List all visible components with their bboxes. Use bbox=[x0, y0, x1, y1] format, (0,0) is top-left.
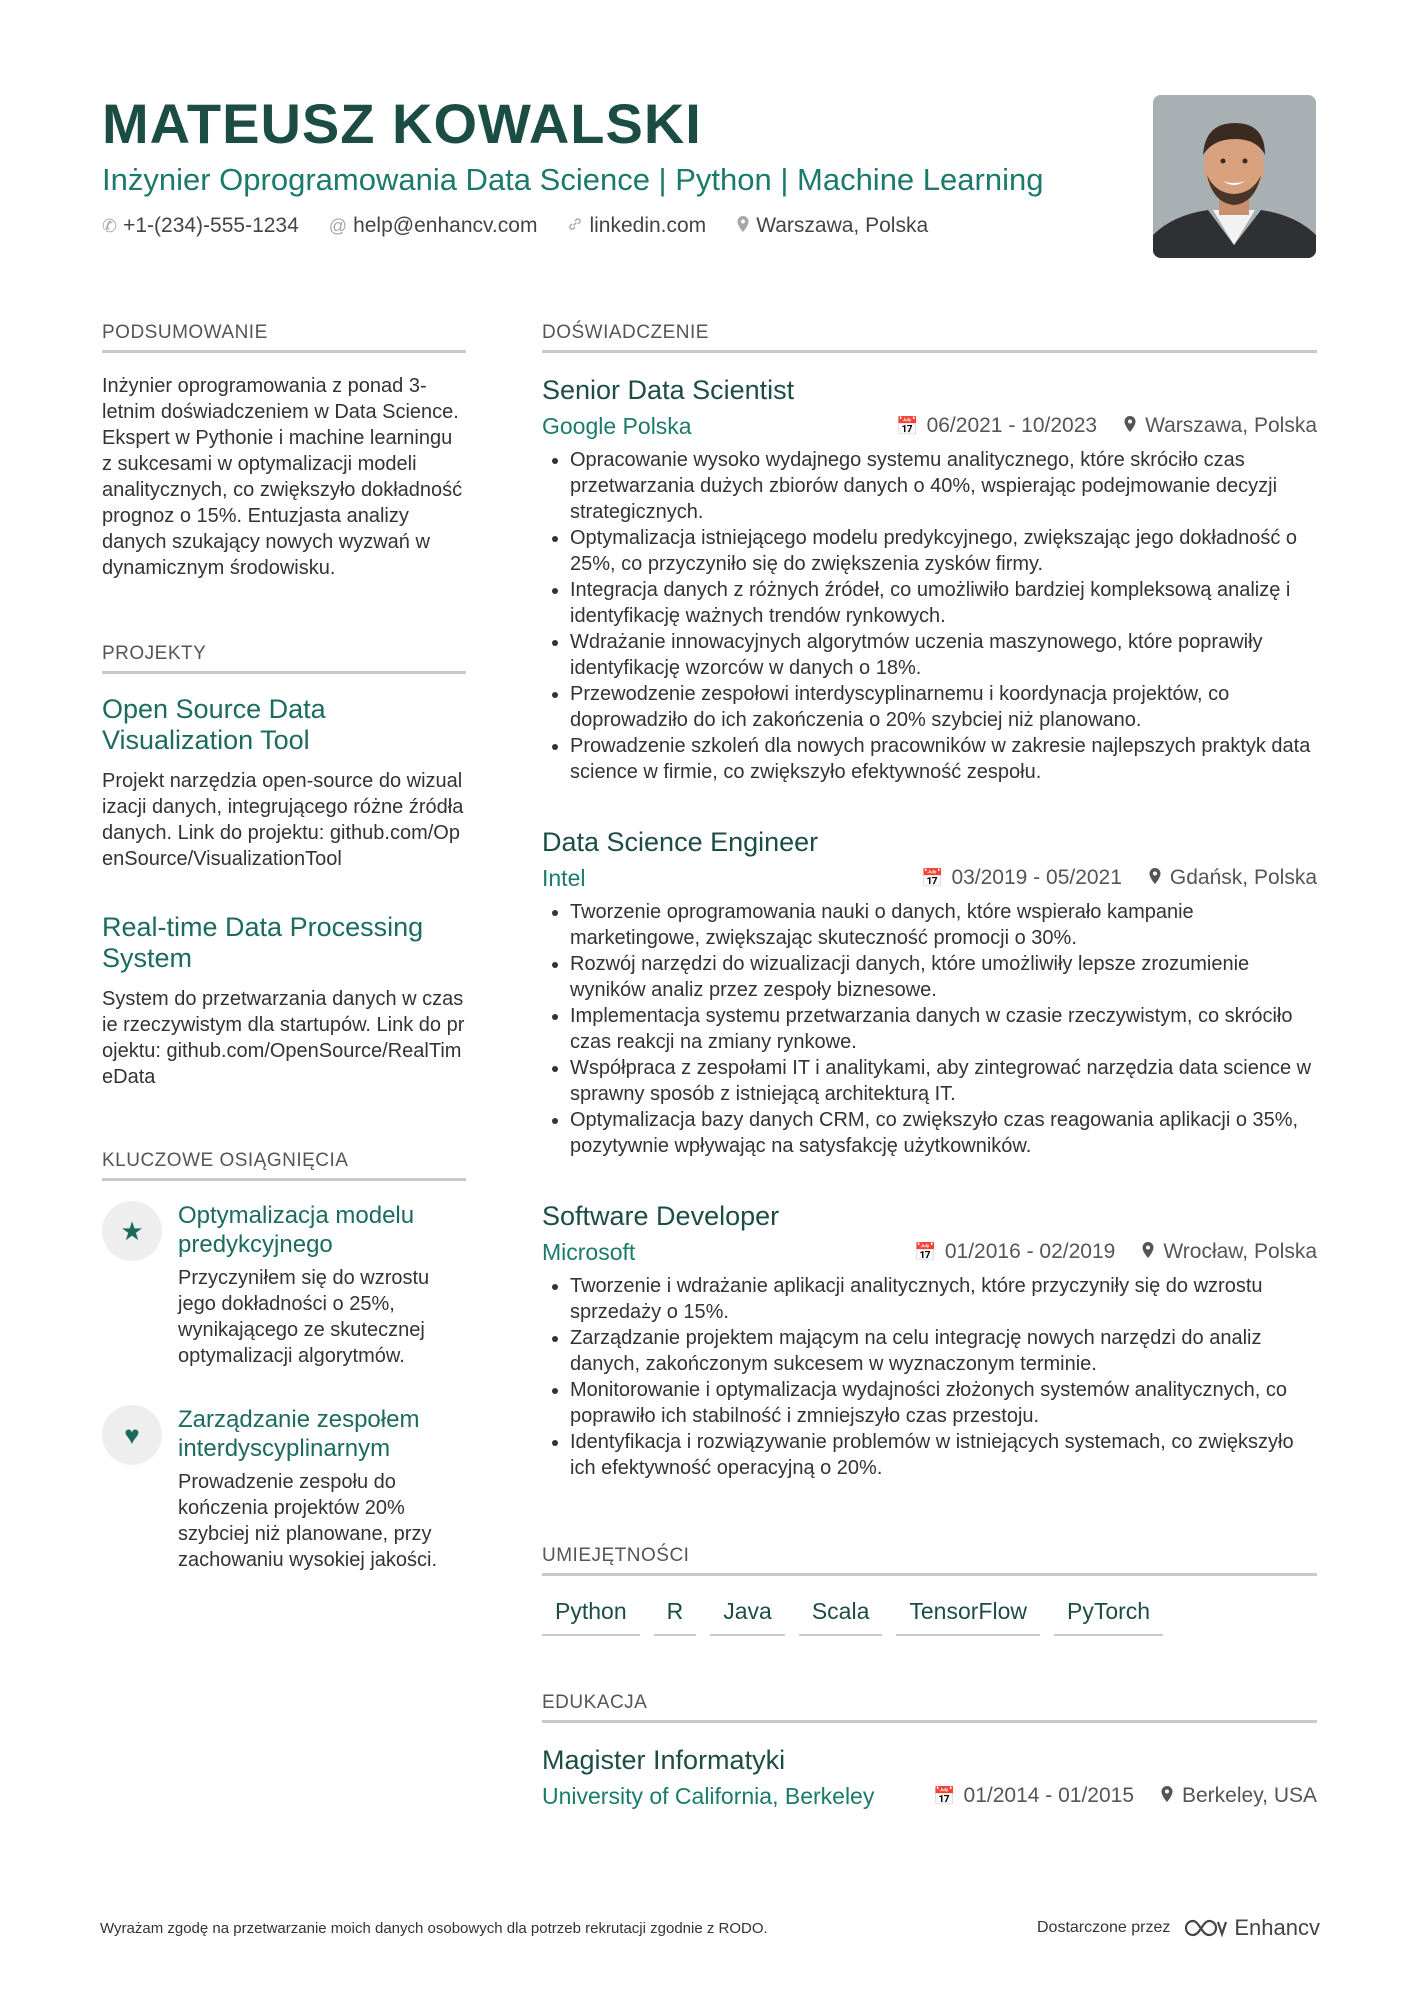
location-pin-icon bbox=[1148, 867, 1162, 890]
link-icon bbox=[567, 216, 583, 237]
calendar-icon: 📅 bbox=[933, 1785, 956, 1806]
job-meta bbox=[542, 863, 1317, 893]
job-bullet: • Opracowanie wysoko wydajnego systemu analitycznego, które skróciło czas przetwarzania dużych zbiorów danych o 40%, wspierając podejmowanie decyzji strategicznych. bbox=[570, 447, 1317, 525]
phone-icon: ✆ bbox=[102, 215, 118, 236]
job-item bbox=[542, 825, 1317, 1159]
phone-text: +1-(234)-555-1234 bbox=[123, 214, 299, 237]
skill-tag: Python bbox=[542, 1596, 640, 1636]
job-dates: 03/2019 - 05/2021 bbox=[951, 866, 1122, 889]
provided-by-label: Dostarczone przez bbox=[1036, 1919, 1171, 1936]
company-name: Intel bbox=[542, 865, 586, 891]
project-item bbox=[102, 694, 466, 872]
contact-linkedin[interactable] bbox=[567, 214, 706, 238]
achievement-desc: Prowadzenie zespołu do kończenia projektów 20% szybciej niż planowane, przy zachowaniu wysokiej jakości. bbox=[178, 1471, 438, 1571]
location-pin-icon bbox=[1160, 1785, 1174, 1808]
job-bullet: • Optymalizacja istniejącego modelu predykcyjnego, zwiększając jego dokładność o 25%, co przyczyniło się do zwiększenia zysków firmy. bbox=[570, 525, 1317, 577]
achievement-desc: Przyczyniłem się do wzrostu jego dokładności o 25%, wynikającego ze skutecznej optymalizacji algorytmów. bbox=[178, 1267, 430, 1367]
calendar-icon: 📅 bbox=[921, 867, 944, 888]
provided-by bbox=[1037, 1915, 1320, 1941]
job-bullet: • Zarządzanie projektem mającym na celu integrację nowych narzędzi do analiz danych, zakończonym sukcesem w wyznaczonym terminie. bbox=[570, 1325, 1317, 1377]
linkedin-text[interactable]: linkedin.com bbox=[589, 214, 707, 237]
skill-tag: Scala bbox=[799, 1596, 883, 1636]
education-location: Berkeley, USA bbox=[1182, 1784, 1317, 1807]
skill-tag: R bbox=[654, 1596, 697, 1636]
education-meta bbox=[542, 1781, 1317, 1811]
enhancv-logo-icon bbox=[1182, 1916, 1228, 1940]
job-bullet: • Przewodzenie zespołowi interdyscyplinarnemu i koordynacja projektów, co doprowadziło do ich zakończenia o 20% szybciej niż planowano. bbox=[570, 681, 1317, 733]
skill-tag: Java bbox=[710, 1596, 785, 1636]
job-bullet: • Monitorowanie i optymalizacja wydajności złożonych systemów analitycznych, co poprawiło ich stabilność i zmniejszyło czas przestoju. bbox=[570, 1377, 1317, 1429]
job-bullet: • Prowadzenie szkoleń dla nowych pracowników w zakresie najlepszych praktyk data science w firmie, co zwiększyło efektywność zespołu. bbox=[570, 733, 1317, 785]
job-title: Data Science Engineer bbox=[542, 827, 819, 857]
skill-tag: TensorFlow bbox=[896, 1596, 1040, 1636]
achievement-item bbox=[102, 1201, 466, 1369]
heart-icon: ♥ bbox=[102, 1405, 162, 1465]
education-dates: 01/2014 - 01/2015 bbox=[963, 1784, 1134, 1807]
header bbox=[102, 92, 1122, 238]
email-text[interactable]: help@enhancv.com bbox=[353, 214, 538, 237]
job-bullet: • Rozwój narzędzi do wizualizacji danych, które umożliwiły lepsze zrozumienie wyników analiz przez zespoły biznesowe. bbox=[570, 951, 1317, 1003]
job-location: Warszawa, Polska bbox=[1145, 414, 1317, 437]
job-bullet: • Tworzenie i wdrażanie aplikacji analitycznych, które przyczyniły się do wzrostu sprzedaży o 15%. bbox=[570, 1273, 1317, 1325]
project-desc: System do przetwarzania danych w czasie rzeczywistym dla startupów. Link do projektu: github.com/OpenSource/RealTimeData bbox=[102, 988, 465, 1088]
experience-heading: DOŚWIADCZENIE bbox=[542, 320, 1317, 353]
skills-list bbox=[542, 1596, 1317, 1636]
education-heading: EDUKACJA bbox=[542, 1690, 1317, 1723]
contact-email[interactable] bbox=[329, 214, 538, 238]
enhancv-logo[interactable] bbox=[1182, 1915, 1320, 1941]
gdpr-consent: Wyrażam zgodę na przetwarzanie moich danych osobowych dla potrzeb rekrutacji zgodnie z RODO. bbox=[100, 1919, 768, 1937]
job-dates: 01/2016 - 02/2019 bbox=[944, 1240, 1116, 1263]
contact-location bbox=[736, 214, 928, 238]
candidate-name: MATEUSZ KOWALSKI bbox=[102, 92, 702, 155]
star-icon: ★ bbox=[102, 1201, 162, 1261]
job-bullet: • Integracja danych z różnych źródeł, co umożliwiło bardziej kompleksową analizę i identyfikację ważnych trendów rynkowych. bbox=[570, 577, 1317, 629]
job-meta-right bbox=[921, 866, 1317, 890]
achievement-item bbox=[102, 1405, 466, 1573]
right-column bbox=[542, 320, 1317, 1811]
at-icon: @ bbox=[328, 215, 348, 236]
footer bbox=[100, 1915, 1320, 1941]
calendar-icon: 📅 bbox=[914, 1241, 937, 1262]
job-bullet: • Tworzenie oprogramowania nauki o danych, które wspierało kampanie marketingowe, zwiększając skuteczność promocji o 30%. bbox=[570, 899, 1317, 951]
job-title: Senior Data Scientist bbox=[542, 375, 795, 405]
job-bullet: • Współpraca z zespołami IT i analitykami, aby zintegrować narzędzia data science w sprawny sposób z istniejącą architekturą IT. bbox=[570, 1055, 1317, 1107]
project-name: Real-time Data Processing System bbox=[102, 912, 424, 973]
job-bullets bbox=[542, 899, 1317, 1159]
project-name: Open Source Data Visualization Tool bbox=[102, 694, 326, 755]
job-meta bbox=[542, 1237, 1317, 1267]
job-item bbox=[542, 373, 1317, 785]
projects-heading: PROJEKTY bbox=[102, 641, 466, 674]
job-meta-right bbox=[914, 1240, 1317, 1264]
job-title: Software Developer bbox=[542, 1201, 780, 1231]
project-item bbox=[102, 912, 466, 1090]
summary-heading: PODSUMOWANIE bbox=[102, 320, 466, 353]
job-location: Gdańsk, Polska bbox=[1169, 866, 1317, 889]
skills-heading: UMIEJĘTNOŚCI bbox=[542, 1543, 1317, 1576]
achievements-heading: KLUCZOWE OSIĄGNIĘCIA bbox=[102, 1148, 466, 1181]
brand-name: Enhancv bbox=[1234, 1915, 1320, 1940]
education-item bbox=[542, 1743, 1317, 1811]
job-meta bbox=[542, 411, 1317, 441]
education-meta-right bbox=[933, 1784, 1317, 1808]
job-meta-right bbox=[896, 414, 1317, 438]
contact-phone bbox=[102, 214, 299, 238]
candidate-title: Inżynier Oprogramowania Data Science | Python | Machine Learning bbox=[102, 162, 1044, 197]
achievement-title: Zarządzanie zespołem interdyscyplinarnym bbox=[178, 1406, 420, 1462]
contact-row bbox=[102, 214, 1122, 238]
job-bullet: • Implementacja systemu przetwarzania danych w czasie rzeczywistym, co skróciło czas reakcji na zmiany rynkowe. bbox=[570, 1003, 1317, 1055]
job-bullets bbox=[542, 1273, 1317, 1481]
job-bullet: • Wdrażanie innowacyjnych algorytmów uczenia maszynowego, które poprawiły identyfikację wzorców w danych o 18%. bbox=[570, 629, 1317, 681]
job-location: Wrocław, Polska bbox=[1163, 1240, 1317, 1263]
degree-name: Magister Informatyki bbox=[542, 1745, 786, 1775]
project-desc: Projekt narzędzia open-source do wizualizacji danych, integrującego różne źródła danych. Link do projektu: github.com/OpenSource/VisualizationTool bbox=[102, 770, 464, 870]
job-bullet: • Identyfikacja i rozwiązywanie problemów w istniejących systemach, co zwiększyło ich efektywność operacyjną o 20%. bbox=[570, 1429, 1317, 1481]
profile-photo bbox=[1153, 95, 1316, 258]
location-text: Warszawa, Polska bbox=[756, 214, 929, 237]
school-name: University of California, Berkeley bbox=[542, 1783, 875, 1809]
skill-tag: PyTorch bbox=[1054, 1596, 1163, 1636]
job-bullets bbox=[542, 447, 1317, 785]
achievement-title: Optymalizacja modelu predykcyjnego bbox=[178, 1202, 415, 1258]
job-item bbox=[542, 1199, 1317, 1481]
job-dates: 06/2021 - 10/2023 bbox=[926, 414, 1098, 437]
company-name: Microsoft bbox=[542, 1239, 636, 1265]
location-pin-icon bbox=[1141, 1241, 1155, 1264]
location-pin-icon bbox=[736, 215, 750, 238]
left-column bbox=[102, 320, 466, 1609]
summary-text: Inżynier oprogramowania z ponad 3-letnim doświadczeniem w Data Science. Ekspert w Pythonie i machine learningu z sukcesami w optymalizacji modeli analitycznych, co zwiększyło dokładność prognoz o 15%. Entuzjasta analizy danych szukający nowych wyzwań w dynamicznym środowisku. bbox=[102, 375, 463, 579]
job-bullet: • Optymalizacja bazy danych CRM, co zwiększyło czas reagowania aplikacji o 35%, pozytywnie wpływając na satysfakcję użytkowników. bbox=[570, 1107, 1317, 1159]
location-pin-icon bbox=[1123, 415, 1137, 438]
company-name: Google Polska bbox=[542, 413, 692, 439]
calendar-icon: 📅 bbox=[896, 415, 919, 436]
